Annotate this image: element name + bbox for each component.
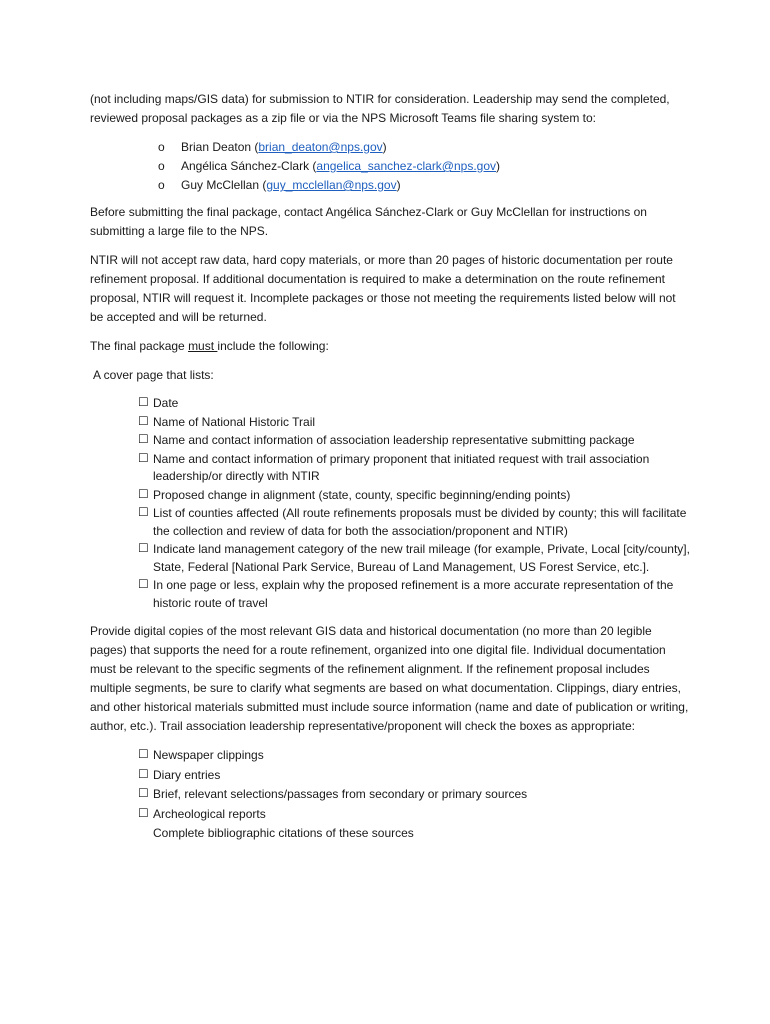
checklist-item[interactable] xyxy=(138,766,690,786)
checklist-label: Date xyxy=(153,396,179,410)
checklist-item[interactable] xyxy=(138,432,690,450)
checklist-label: Newspaper clippings xyxy=(153,748,264,762)
contact-close: ) xyxy=(496,159,501,173)
checkbox-icon[interactable]: ☐ xyxy=(138,541,149,555)
checklist-label: Brief, relevant selections/passages from secondary or primary sources xyxy=(153,787,528,801)
checkbox-icon[interactable]: ☐ xyxy=(138,805,149,820)
checklist-item[interactable] xyxy=(138,785,690,805)
checkbox-icon[interactable]: ☐ xyxy=(138,505,149,519)
final-package-text: The final package xyxy=(90,339,189,353)
checklist-item[interactable] xyxy=(138,395,690,413)
checkbox-icon[interactable]: ☐ xyxy=(138,747,149,761)
checklist-label: Name and contact information of primary proponent that initiated request with trail association leadership/or directly with NTIR xyxy=(153,451,650,483)
email-link[interactable]: guy_mcclellan@nps.gov xyxy=(266,178,397,192)
checklist-label: In one page or less, explain why the proposed refinement is a more accurate representation of the historic route of travel xyxy=(153,578,674,610)
contact-item xyxy=(158,138,690,157)
contact-close: ) xyxy=(396,178,401,192)
checklist-label: List of counties affected (All route refinements proposals must be divided by county; this will facilitate the collection and review of data for both the association/proponent and NTIR) xyxy=(153,506,687,538)
contact-list xyxy=(90,138,690,195)
intro-paragraph: (not including maps/GIS data) for submission to NTIR for consideration. Leadership may send the completed, reviewed proposal packages as a zip file or via the NPS Microsoft Teams file sharing system to: xyxy=(90,92,670,125)
checkbox-icon[interactable]: ☐ xyxy=(138,450,149,465)
checklist-item[interactable] xyxy=(138,451,690,486)
contact-close: ) xyxy=(382,140,387,154)
checklist-label: Diary entries xyxy=(153,767,221,782)
digital-copies-paragraph: Provide digital copies of the most relevant GIS data and historical documentation (no more than 20 legible pages) that supports the need for a route refinement, organized into one digital file. Individual documentation must be relevant to the specific segments of the refinement alignment. If the refinement proposal includes multiple segments, be sure to clarify what segments are based on what documentation. Clippings, diary entries, and other historical materials submitted must include source information (name and date of publication or writing, author, etc.). Trail association leadership representative/proponent will check the boxes as appropriate: xyxy=(90,624,689,733)
final-package-text-end: include the following: xyxy=(217,339,329,353)
checklist-item[interactable] xyxy=(138,505,690,540)
checkbox-icon[interactable]: ☐ xyxy=(138,486,149,501)
before-submitting-paragraph: Before submitting the final package, contact Angélica Sánchez-Clark or Guy McClellan for instructions on submitting a large file to the NPS. xyxy=(90,205,647,238)
email-link[interactable]: brian_deaton@nps.gov xyxy=(258,140,383,154)
must-emphasis: must xyxy=(188,339,218,353)
checkbox-icon[interactable]: ☐ xyxy=(138,577,149,591)
bullet-marker: o xyxy=(158,140,165,154)
bullet-marker: o xyxy=(158,159,165,173)
cover-checklist xyxy=(90,395,690,612)
email-link[interactable]: angelica_sanchez-clark@nps.gov xyxy=(316,159,497,173)
documentation-checklist xyxy=(90,746,690,824)
document-page xyxy=(90,90,690,844)
checkbox-icon[interactable]: ☐ xyxy=(138,786,149,800)
ntir-policy-paragraph: NTIR will not accept raw data, hard copy materials, or more than 20 pages of historic documentation per route refinement proposal. If additional documentation is required to make a determination on the route refinement proposal, NTIR will request it. Incomplete packages or those not meeting the requirements listed below will not be accepted and will be returned. xyxy=(90,253,676,324)
contact-name: Angélica Sánchez-Clark ( xyxy=(181,159,317,173)
checklist-label: Indicate land management category of the new trail mileage (for example, Private, Local [city/county], State, Federal [National Park Service, Bureau of Land Management, US Forest Service, etc.]. xyxy=(153,542,690,574)
checklist-item[interactable] xyxy=(138,746,690,766)
checklist-label: Archeological reports xyxy=(153,806,266,821)
checklist-item[interactable] xyxy=(138,414,690,432)
contact-item xyxy=(158,176,690,195)
checklist-item[interactable] xyxy=(138,487,690,505)
checklist-label: Name of National Historic Trail xyxy=(153,414,316,429)
checklist-label: Name and contact information of association leadership representative submitting package xyxy=(153,433,635,447)
checklist-item[interactable] xyxy=(138,541,690,576)
checklist-item[interactable] xyxy=(138,577,690,612)
checkbox-icon[interactable]: ☐ xyxy=(138,766,149,781)
bibliographic-line: Complete bibliographic citations of these sources xyxy=(153,826,414,840)
checkbox-icon[interactable]: ☐ xyxy=(138,395,149,409)
checkbox-icon[interactable]: ☐ xyxy=(138,432,149,446)
contact-item xyxy=(158,157,690,176)
checkbox-icon[interactable]: ☐ xyxy=(138,413,149,428)
final-package-paragraph xyxy=(90,337,690,356)
cover-page-heading: A cover page that lists: xyxy=(93,368,214,382)
checklist-label: Proposed change in alignment (state, county, specific beginning/ending points) xyxy=(153,487,571,502)
checklist-item[interactable] xyxy=(138,805,690,825)
contact-name: Guy McClellan ( xyxy=(181,178,267,192)
bullet-marker: o xyxy=(158,178,165,192)
contact-name: Brian Deaton ( xyxy=(181,140,259,154)
